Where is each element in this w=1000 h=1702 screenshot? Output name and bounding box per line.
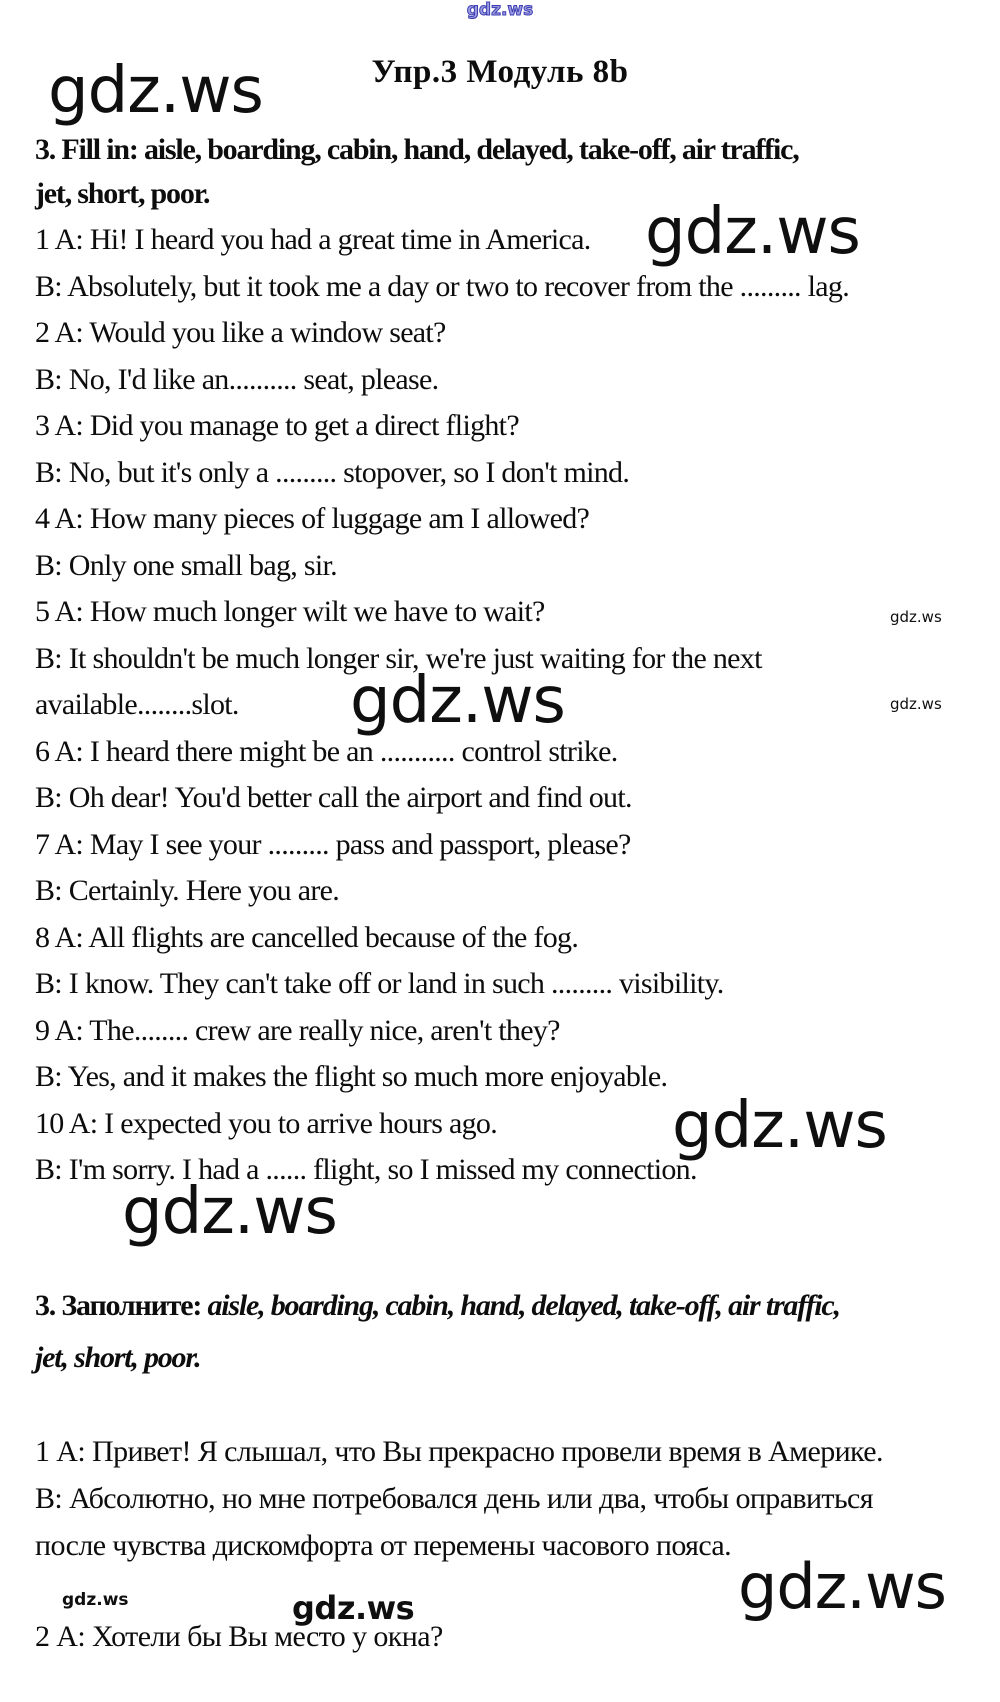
dialogue-line: 2 А: Хотели бы Вы место у окна? [35, 1620, 443, 1653]
dialogue-line: B: Certainly. Here you are. [35, 874, 340, 907]
task-number-ru: 3. Заполните: [35, 1289, 208, 1322]
dialogue-line: B: Yes, and it makes the flight so much more enjoyable. [35, 1060, 668, 1093]
site-watermark-small-bold: gdz.ws [62, 1590, 129, 1610]
task-words-ru: aisle, boarding, cabin, hand, delayed, take-off, air traffic, [207, 1289, 840, 1322]
dialogue-line: 3 A: Did you manage to get a direct flight? [35, 409, 519, 442]
dialogue-line: 7 A: May I see your ......... pass and passport, please? [35, 827, 631, 861]
dialogue-line: available........slot. [35, 688, 239, 721]
dialogue-line: 2 A: Would you like a window seat? [35, 316, 446, 349]
dialogue-line: B: I know. They can't take off or land in such ......... visibility. [35, 967, 724, 1000]
dialogue-line: 9 A: The........ crew are really nice, aren't they? [35, 1013, 560, 1047]
dialogue-line: B: Oh dear! You'd better call the airport and find out. [35, 781, 632, 814]
site-watermark-top: gdz.ws [466, 0, 534, 20]
site-watermark-tiny-1: gdz.ws [890, 608, 942, 626]
dialogue-en [35, 217, 849, 1194]
task-instruction-ru [35, 1280, 840, 1384]
dialogue-line: B: Only one small bag, sir. [35, 548, 337, 582]
dialogue-line: 5 A: How much longer wilt we have to wait? [35, 595, 545, 628]
site-watermark-medium: gdz.ws [292, 1589, 415, 1627]
task-instruction-en [35, 128, 799, 216]
dialogue-ru [35, 1428, 883, 1569]
site-watermark-large-6: gdz.ws [738, 1550, 946, 1623]
site-watermark-tiny-2: gdz.ws [890, 695, 942, 713]
site-watermark-large-1: gdz.ws [48, 54, 263, 128]
site-watermark-large-4: gdz.ws [672, 1089, 887, 1163]
dialogue-line: B: Absolutely, but it took me a day or two to recover from the ......... lag. [35, 269, 849, 303]
dialogue-line: 8 A: All flights are cancelled because of the fog. [35, 920, 579, 954]
task-instruction-en-line1: 3. Fill in: aisle, boarding, cabin, hand, delayed, take-off, air traffic, [35, 133, 799, 166]
site-watermark-large-2: gdz.ws [645, 195, 860, 269]
site-watermark-large-3: gdz.ws [350, 664, 565, 738]
dialogue-line: B: No, but it's only a ......... stopover, so I don't mind. [35, 455, 630, 489]
site-watermark-large-5: gdz.ws [122, 1175, 337, 1249]
dialogue-line: 10 A: I expected you to arrive hours ago. [35, 1106, 497, 1140]
dialogue-line: 1 А: Привет! Я слышал, что Вы прекрасно провели время в Америке. [35, 1435, 883, 1468]
dialogue-line: B: It shouldn't be much longer sir, we're just waiting for the next [35, 641, 762, 675]
dialogue-line: B: No, I'd like an.......... seat, please. [35, 362, 439, 396]
task-instruction-ru-line1 [35, 1280, 840, 1332]
page-title: Упр.3 Модуль 8b [371, 54, 629, 90]
dialogue-line: 1 A: Hi! I heard you had a great time in America. [35, 223, 591, 256]
task-instruction-en-line2: jet, short, poor. [35, 177, 210, 210]
task-instruction-ru-line2: jet, short, poor. [35, 1341, 201, 1374]
dialogue-line: 4 A: How many pieces of luggage am I allowed? [35, 502, 590, 535]
dialogue-line: после чувства дискомфорта от перемены часового пояса. [35, 1529, 732, 1562]
dialogue-line: В: Абсолютно, но мне потребовался день или два, чтобы оправиться [35, 1482, 873, 1515]
dialogue-line: B: I'm sorry. I had a ...... flight, so I missed my connection. [35, 1153, 697, 1186]
dialogue-line: 6 A: I heard there might be an ........... control strike. [35, 734, 618, 768]
